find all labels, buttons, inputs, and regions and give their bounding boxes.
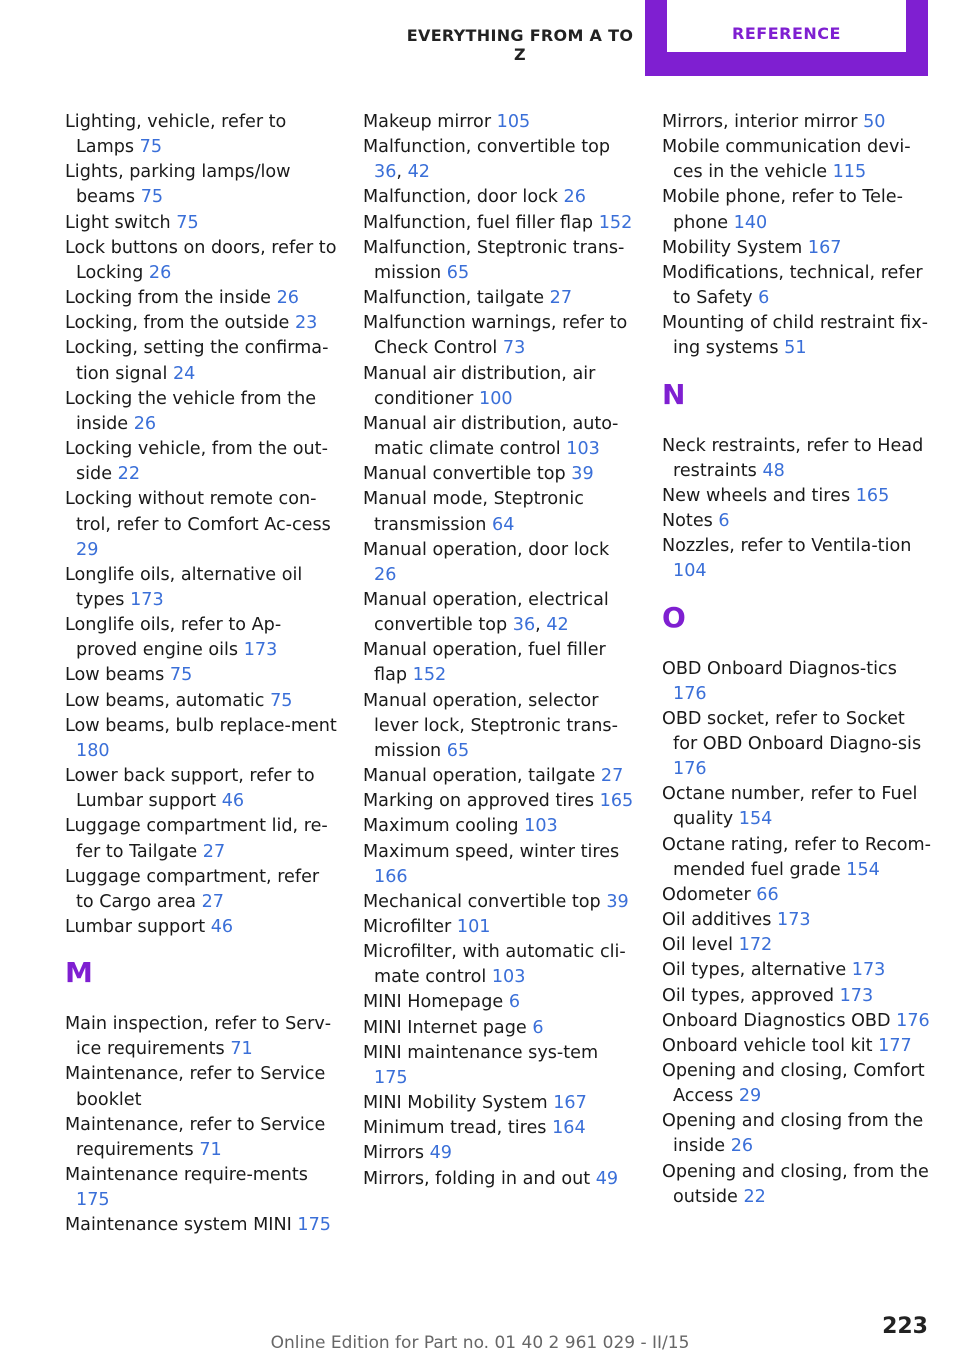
index-entry-text: Low beams, bulb replace‐ment xyxy=(65,715,337,736)
index-entry-text: Lumbar support xyxy=(65,917,206,937)
reference-tab[interactable] xyxy=(645,0,928,76)
index-entry-text: Modifications, technical, refer to Safety xyxy=(662,262,923,309)
index-entry xyxy=(65,110,337,160)
index-entry-text: Oil additives xyxy=(662,910,772,931)
index-entry-text: New wheels and tires xyxy=(662,485,851,506)
page-number: 223 xyxy=(882,1314,928,1339)
index-entry xyxy=(662,1059,934,1109)
index-entry-text: Maximum speed, winter tires xyxy=(363,841,620,862)
page-link[interactable]: 26 xyxy=(133,413,157,434)
index-entry-text: Maintenance, refer to Service booklet xyxy=(65,1064,326,1110)
index-entry xyxy=(363,538,635,588)
index-entry-text: Mirrors, interior mirror xyxy=(662,112,858,132)
index-entry xyxy=(363,1116,635,1141)
page-link[interactable]: 140 xyxy=(733,212,768,233)
index-entry xyxy=(65,865,337,915)
index-entry xyxy=(363,110,635,135)
index-entry-text: Neck restraints, refer to Head restraints xyxy=(662,435,924,481)
index-entry xyxy=(662,110,934,135)
index-entry xyxy=(662,1109,934,1159)
index-entry xyxy=(363,814,635,839)
page-link[interactable]: 166 xyxy=(374,866,408,887)
index-entry-text: Luggage compartment, refer to Cargo area xyxy=(65,866,320,912)
index-entry-text: Mobile phone, refer to Tele‐phone xyxy=(662,187,903,233)
index-entry-text: Maintenance, refer to Service requirements xyxy=(65,1114,326,1160)
index-entry xyxy=(662,933,934,958)
page-link[interactable]: 101 xyxy=(456,917,491,937)
index-entry-text: Lights, parking lamps/low beams xyxy=(65,162,291,208)
index-entry-text: Malfunction, Steptronic trans‐mission xyxy=(363,237,625,283)
index-entry-text: Maintenance system MINI xyxy=(65,1215,292,1236)
index-entry xyxy=(363,1041,635,1091)
page-link[interactable]: 75 xyxy=(176,212,199,233)
page-link[interactable]: 176 xyxy=(896,1010,930,1031)
index-entry-text: Manual operation, fuel filler flap xyxy=(363,640,606,686)
index-entry xyxy=(662,833,934,883)
index-entry xyxy=(363,915,635,940)
page-link[interactable]: 173 xyxy=(777,910,811,931)
index-entry-text: Luggage compartment lid, re‐fer to Tailgate xyxy=(65,816,328,862)
index-entry-text: Malfunction, tailgate xyxy=(363,288,545,309)
page-link[interactable]: 105 xyxy=(496,112,531,132)
page-link[interactable]: 27 xyxy=(202,841,226,862)
index-entry-text: Manual operation, tailgate xyxy=(363,766,596,787)
index-entry xyxy=(65,211,337,236)
page-link[interactable]: 29 xyxy=(738,1086,762,1107)
index-entry xyxy=(363,286,635,311)
index-entry xyxy=(65,387,337,437)
page-link[interactable]: 6 xyxy=(508,992,521,1013)
index-entry xyxy=(363,764,635,789)
index-entry xyxy=(65,437,337,487)
index-entry-text: Opening and closing from the inside xyxy=(662,1111,924,1157)
index-entry xyxy=(363,990,635,1015)
index-entry-text: Manual air distribution, air conditioner xyxy=(363,363,596,409)
page-link[interactable]: 152 xyxy=(412,665,447,686)
index-entry-text: Maximum cooling xyxy=(363,816,519,837)
page-link[interactable]: 154 xyxy=(738,809,773,830)
index-entry xyxy=(363,462,635,487)
index-entry-text: Manual air distribution, auto‐matic climate control xyxy=(363,413,619,460)
index-entry-text: Manual operation, selector lever lock, Steptronic trans‐mission xyxy=(363,690,618,761)
index-entry-text: Mirrors xyxy=(363,1143,425,1164)
index-column-3 xyxy=(662,110,934,1210)
index-entry xyxy=(662,1034,934,1059)
page-link[interactable]: 173 xyxy=(243,640,278,661)
page-link[interactable]: 154 xyxy=(846,859,880,880)
page-link[interactable]: 26 xyxy=(730,1136,754,1157)
index-column-1 xyxy=(65,110,337,1239)
index-entry-text: Mounting of child restraint fix‐ing systems xyxy=(662,313,928,359)
reference-tab-label: REFERENCE xyxy=(667,0,906,52)
index-entry: Malfunction, convertible top 36, 42 xyxy=(363,137,611,183)
index-entry-text: Mirrors, folding in and out xyxy=(363,1168,591,1189)
index-entry xyxy=(65,563,337,613)
index-entry-text: Marking on approved tires xyxy=(363,791,595,812)
page-link[interactable]: 42 xyxy=(407,162,430,183)
index-entry xyxy=(65,915,337,940)
index-entry xyxy=(363,311,635,361)
index-entry xyxy=(363,236,635,286)
index-entry xyxy=(363,487,635,537)
index-entry-text: Mobility System xyxy=(662,237,803,258)
page-link[interactable]: 22 xyxy=(117,464,141,485)
index-entry-text: Manual convertible top xyxy=(363,464,566,485)
index-entry xyxy=(363,362,635,412)
index-entry xyxy=(65,1012,337,1062)
index-entry xyxy=(65,613,337,663)
page-link[interactable]: 175 xyxy=(374,1067,408,1088)
index-entry-text: Mechanical convertible top xyxy=(363,891,601,912)
index-entry xyxy=(65,1213,337,1238)
page-link[interactable]: 176 xyxy=(673,683,707,704)
index-entry-text: Main inspection, refer to Serv‐ice requirements xyxy=(65,1014,332,1060)
index-entry xyxy=(662,236,934,261)
page-link[interactable]: 167 xyxy=(807,237,842,258)
page-link[interactable]: 66 xyxy=(756,884,779,905)
index-letter-heading: O xyxy=(662,600,686,634)
index-entry xyxy=(662,484,934,509)
page-link[interactable]: 24 xyxy=(172,363,196,384)
page-link[interactable]: 164 xyxy=(552,1118,586,1139)
index-entry xyxy=(363,689,635,764)
index-entry-text: MINI Internet page xyxy=(363,1017,527,1038)
index-entry xyxy=(363,1091,635,1116)
page-link[interactable]: 6 xyxy=(718,511,730,532)
index-entry xyxy=(363,185,635,210)
page-link[interactable]: 100 xyxy=(479,388,513,409)
index-entry xyxy=(363,940,635,990)
index-entry xyxy=(662,1160,934,1210)
index-entry-text: Locking without remote con‐trol, refer to Comfort Ac‐cess xyxy=(65,489,331,535)
page-link[interactable]: 75 xyxy=(270,690,293,711)
index-entry xyxy=(662,883,934,908)
index-entry xyxy=(662,185,934,235)
index-column-2 xyxy=(363,110,635,1192)
index-entry xyxy=(65,764,337,814)
index-entry-text: Mobile communication devi‐ces in the vehicle xyxy=(662,137,911,183)
footer-edition: Online Edition for Part no. 01 40 2 961 029 - II/15 xyxy=(270,1333,690,1353)
page-link[interactable]: 22 xyxy=(743,1186,766,1207)
page-link[interactable]: 6 xyxy=(532,1017,544,1038)
page-link[interactable]: 175 xyxy=(76,1190,110,1211)
page-link[interactable]: 75 xyxy=(139,137,163,158)
index-entry-text: Octane rating, refer to Recom‐mended fuel grade xyxy=(662,834,932,880)
index-entry-text: Odometer xyxy=(662,884,751,905)
page-link[interactable]: 103 xyxy=(524,816,558,837)
page-link[interactable]: 103 xyxy=(566,439,600,460)
index-entry-text: Lock buttons on doors, refer to Locking xyxy=(65,237,337,283)
index-entry xyxy=(65,714,337,764)
index-entry xyxy=(363,638,635,688)
page-link[interactable]: 26 xyxy=(148,262,172,283)
page-link[interactable]: 42 xyxy=(546,615,569,636)
page-link[interactable]: 64 xyxy=(492,514,515,535)
index-entry xyxy=(65,286,337,311)
index-entry xyxy=(662,782,934,832)
index-entry xyxy=(363,412,635,462)
page-link[interactable]: 172 xyxy=(738,935,773,956)
index-entry-text: Opening and closing, Comfort Access xyxy=(662,1061,925,1107)
page-link[interactable]: 23 xyxy=(294,313,318,334)
index-entry xyxy=(662,311,934,361)
index-entry xyxy=(363,789,635,814)
index-entry xyxy=(662,707,934,782)
page-link[interactable]: 27 xyxy=(201,891,224,912)
index-entry xyxy=(363,1016,635,1041)
index-entry-text: Low beams xyxy=(65,665,165,686)
index-entry-text: Malfunction, door lock xyxy=(363,187,558,208)
index-entry-text: Malfunction, convertible top xyxy=(363,137,611,158)
page-link[interactable]: 39 xyxy=(571,464,594,485)
page-link[interactable]: 26 xyxy=(563,187,586,208)
page-link[interactable]: 51 xyxy=(784,338,807,359)
index-entry xyxy=(662,434,934,484)
page-link[interactable]: 36 xyxy=(374,162,397,183)
page-link[interactable]: 26 xyxy=(374,564,397,585)
page-link[interactable]: 48 xyxy=(762,460,785,481)
index-entry-text: Locking vehicle, from the out‐side xyxy=(65,439,328,485)
page-link[interactable]: 173 xyxy=(851,960,886,981)
index-entry-text: Microfilter, with automatic cli‐mate control xyxy=(363,942,626,988)
page-link[interactable]: 167 xyxy=(553,1093,587,1114)
index-entry-text: Lighting, vehicle, refer to Lamps xyxy=(65,112,287,158)
page-link[interactable]: 65 xyxy=(446,262,470,283)
page-link[interactable]: 49 xyxy=(429,1143,452,1164)
index-entry-text: Locking, from the outside xyxy=(65,313,290,334)
page-link[interactable]: 115 xyxy=(832,162,867,183)
index-entry-text: Locking from the inside xyxy=(65,288,272,309)
page-link[interactable]: 46 xyxy=(221,791,245,812)
page-link[interactable]: 104 xyxy=(673,561,707,582)
page-link[interactable]: 29 xyxy=(76,539,99,560)
index-entry-text: MINI maintenance sys‐tem xyxy=(363,1042,599,1063)
page-link[interactable]: 165 xyxy=(599,791,634,812)
index-letter-heading: M xyxy=(65,956,93,990)
page-link[interactable]: 75 xyxy=(169,665,193,686)
index-entry-text: Oil level xyxy=(662,935,734,956)
index-entry xyxy=(65,487,337,562)
index-entry xyxy=(662,984,934,1009)
index-entry xyxy=(65,311,337,336)
index-entry: Manual operation, electrical convertible top 36, 42 xyxy=(363,589,609,636)
page-link[interactable]: 176 xyxy=(673,759,707,780)
page-link[interactable]: 39 xyxy=(606,891,629,912)
index-entry-text: Makeup mirror xyxy=(363,112,492,132)
index-entry xyxy=(363,840,635,890)
page-link[interactable]: 65 xyxy=(446,740,470,761)
index-entry xyxy=(65,814,337,864)
index-entry xyxy=(662,958,934,983)
index-entry xyxy=(65,1163,337,1213)
page-link[interactable]: 71 xyxy=(230,1039,253,1060)
index-entry-text: Opening and closing, from the outside xyxy=(662,1161,929,1207)
index-entry-text: Oil types, alternative xyxy=(662,960,847,981)
page-link[interactable]: 26 xyxy=(276,288,299,309)
index-entry-text: OBD Onboard Diagnos‐tics xyxy=(662,658,897,679)
index-entry xyxy=(65,236,337,286)
index-entry xyxy=(662,534,934,584)
index-entry-text: Manual operation, electrical convertible top xyxy=(363,589,609,636)
index-entry-text: Onboard Diagnostics OBD xyxy=(662,1010,891,1031)
section-title: EVERYTHING FROM A TO Z xyxy=(406,26,634,64)
page-link[interactable]: 177 xyxy=(878,1035,912,1056)
index-entry xyxy=(65,1062,337,1112)
index-entry-text: Octane number, refer to Fuel quality xyxy=(662,784,918,830)
page-link[interactable]: 73 xyxy=(502,338,526,359)
index-entry xyxy=(65,1113,337,1163)
page-link[interactable]: 173 xyxy=(130,589,164,610)
index-entry xyxy=(662,908,934,933)
page-link[interactable]: 165 xyxy=(855,485,890,506)
index-entry xyxy=(662,135,934,185)
index-entry-text: Lower back support, refer to Lumbar support xyxy=(65,766,315,812)
index-entry-text: Low beams, automatic xyxy=(65,690,265,711)
index-entry-text: MINI Homepage xyxy=(363,992,504,1013)
index-entry xyxy=(65,663,337,688)
page-link[interactable]: 175 xyxy=(297,1215,331,1236)
index-entry-text: Nozzles, refer to Ventila‐tion xyxy=(662,536,912,557)
index-entry xyxy=(65,336,337,386)
page-link[interactable]: 27 xyxy=(549,288,573,309)
index-entry-text: Manual operation, door lock xyxy=(363,539,610,560)
page-link[interactable]: 46 xyxy=(210,917,234,937)
index-entry-text: Onboard vehicle tool kit xyxy=(662,1035,873,1056)
index-entry-text: Light switch xyxy=(65,212,171,233)
index-entry-text: Longlife oils, refer to Ap‐proved engine oils xyxy=(65,615,282,661)
index-entry xyxy=(662,261,934,311)
page-link[interactable]: 50 xyxy=(863,112,886,132)
index-entry xyxy=(65,160,337,210)
index-entry xyxy=(363,1141,635,1166)
index-entry xyxy=(363,1167,635,1192)
index-entry xyxy=(65,689,337,714)
index-entry-text: Malfunction, fuel filler flap xyxy=(363,212,594,233)
page-link[interactable]: 71 xyxy=(199,1139,222,1160)
index-entry xyxy=(662,657,934,707)
index-entry-text: Malfunction warnings, refer to Check Control xyxy=(363,313,628,359)
page-link[interactable]: 75 xyxy=(140,187,164,208)
page-link[interactable]: 180 xyxy=(76,740,110,761)
index-entry-text: MINI Mobility System xyxy=(363,1093,548,1114)
page-link[interactable]: 36 xyxy=(512,615,536,636)
index-letter-heading: N xyxy=(662,377,686,411)
index-entry xyxy=(662,509,934,534)
index-entry-text: Longlife oils, alternative oil types xyxy=(65,564,303,610)
index-entry-text: Manual mode, Steptronic transmission xyxy=(363,489,584,535)
index-entry xyxy=(363,890,635,915)
index-entry-text: Oil types, approved xyxy=(662,985,835,1006)
index-entry-text: Locking, setting the confirma‐tion signal xyxy=(65,338,329,384)
page-link[interactable]: 27 xyxy=(600,766,624,787)
index-entry-text: Notes xyxy=(662,511,713,532)
index-entry-text: Maintenance require‐ments xyxy=(65,1165,308,1186)
page-link[interactable]: 6 xyxy=(758,288,770,309)
page-link[interactable]: 103 xyxy=(491,967,526,988)
index-entry-text: OBD socket, refer to Socket for OBD Onboard Diagno‐sis xyxy=(662,708,922,754)
index-entry-text: Locking the vehicle from the inside xyxy=(65,388,317,434)
index-entry-text: Minimum tread, tires xyxy=(363,1118,547,1139)
page-link[interactable]: 152 xyxy=(598,212,633,233)
index-entry xyxy=(363,211,635,236)
page-link[interactable]: 49 xyxy=(595,1168,619,1189)
page-link[interactable]: 173 xyxy=(839,985,874,1006)
index-entry-text: Microfilter xyxy=(363,917,452,937)
index-entry xyxy=(662,1009,934,1034)
